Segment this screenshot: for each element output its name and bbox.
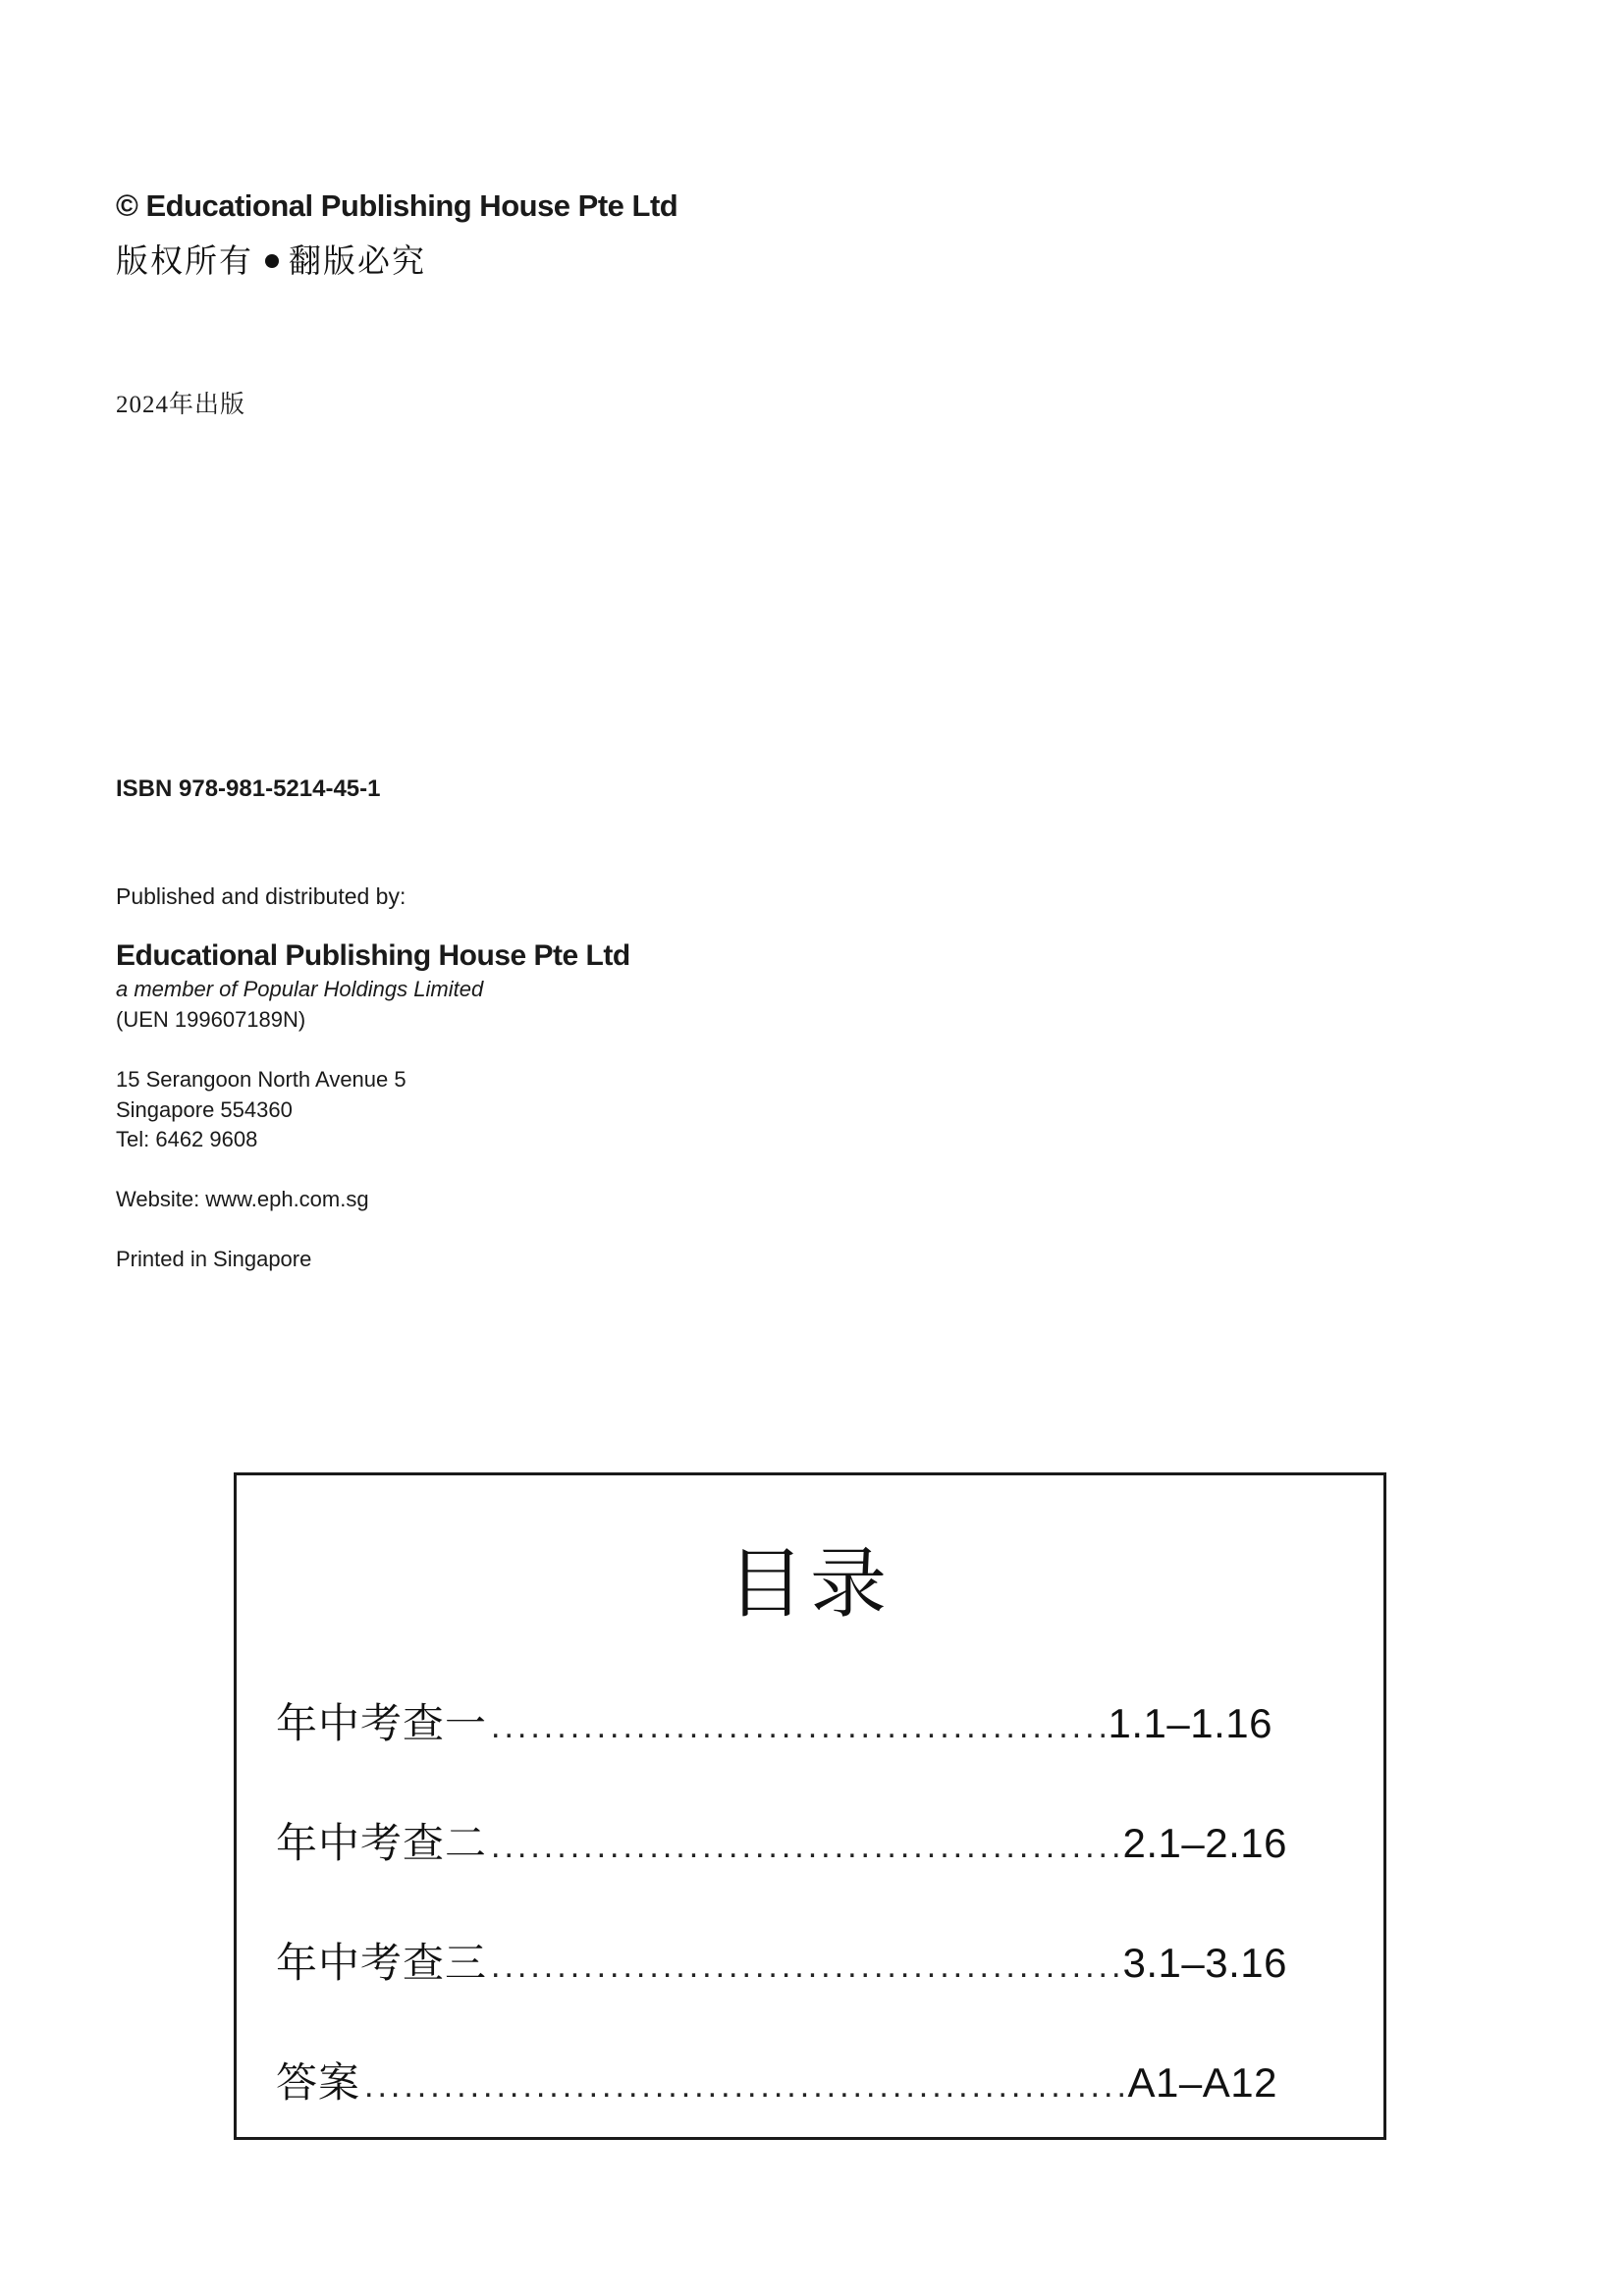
dot-leader xyxy=(364,2067,1124,2106)
toc-entry-pages: 2.1–2.16 xyxy=(1122,1820,1287,1866)
toc-entry-label: 答案 xyxy=(276,2059,361,2106)
dot-leader xyxy=(491,1828,1118,1866)
rights-statement xyxy=(116,236,426,282)
telephone: Tel: 6462 9608 xyxy=(116,1127,258,1151)
printed-in: Printed in Singapore xyxy=(116,1247,312,1271)
toc-title: 目录 xyxy=(727,1540,893,1627)
rights-reserved-text: 版权所有 xyxy=(116,242,253,279)
publisher-uen: (UEN 199607189N) xyxy=(116,1007,306,1032)
toc-entry-label: 年中考查二 xyxy=(276,1820,488,1866)
copyright-line: © Educational Publishing House Pte Ltd xyxy=(116,188,678,223)
dot-leader xyxy=(491,1708,1104,1746)
isbn: ISBN 978-981-5214-45-1 xyxy=(116,775,381,802)
address-line-2: Singapore 554360 xyxy=(116,1097,293,1122)
toc-entry[interactable] xyxy=(276,2051,1277,2109)
toc-entry-label: 年中考查三 xyxy=(276,1940,488,1986)
publication-year: 2024年出版 xyxy=(116,392,246,418)
bullet-dot-icon xyxy=(265,254,279,268)
toc-entry-label: 年中考查一 xyxy=(276,1700,488,1746)
toc-entry-pages: 3.1–3.16 xyxy=(1122,1940,1287,1986)
published-by-label: Published and distributed by: xyxy=(116,883,406,909)
toc-entry[interactable] xyxy=(276,1811,1287,1870)
toc-entry-pages: 1.1–1.16 xyxy=(1108,1700,1272,1746)
toc-entry[interactable] xyxy=(276,1931,1287,1990)
piracy-warning-text: 翻版必究 xyxy=(289,242,426,279)
toc-entry-pages: A1–A12 xyxy=(1127,2059,1277,2106)
publisher-member-of: a member of Popular Holdings Limited xyxy=(116,977,484,1001)
table-of-contents xyxy=(234,1472,1386,2140)
dot-leader xyxy=(491,1948,1118,1986)
address-line-1: 15 Serangoon North Avenue 5 xyxy=(116,1067,406,1092)
toc-entry[interactable] xyxy=(276,1691,1272,1750)
publisher-name: Educational Publishing House Pte Ltd xyxy=(116,939,630,972)
website: Website: www.eph.com.sg xyxy=(116,1187,369,1211)
